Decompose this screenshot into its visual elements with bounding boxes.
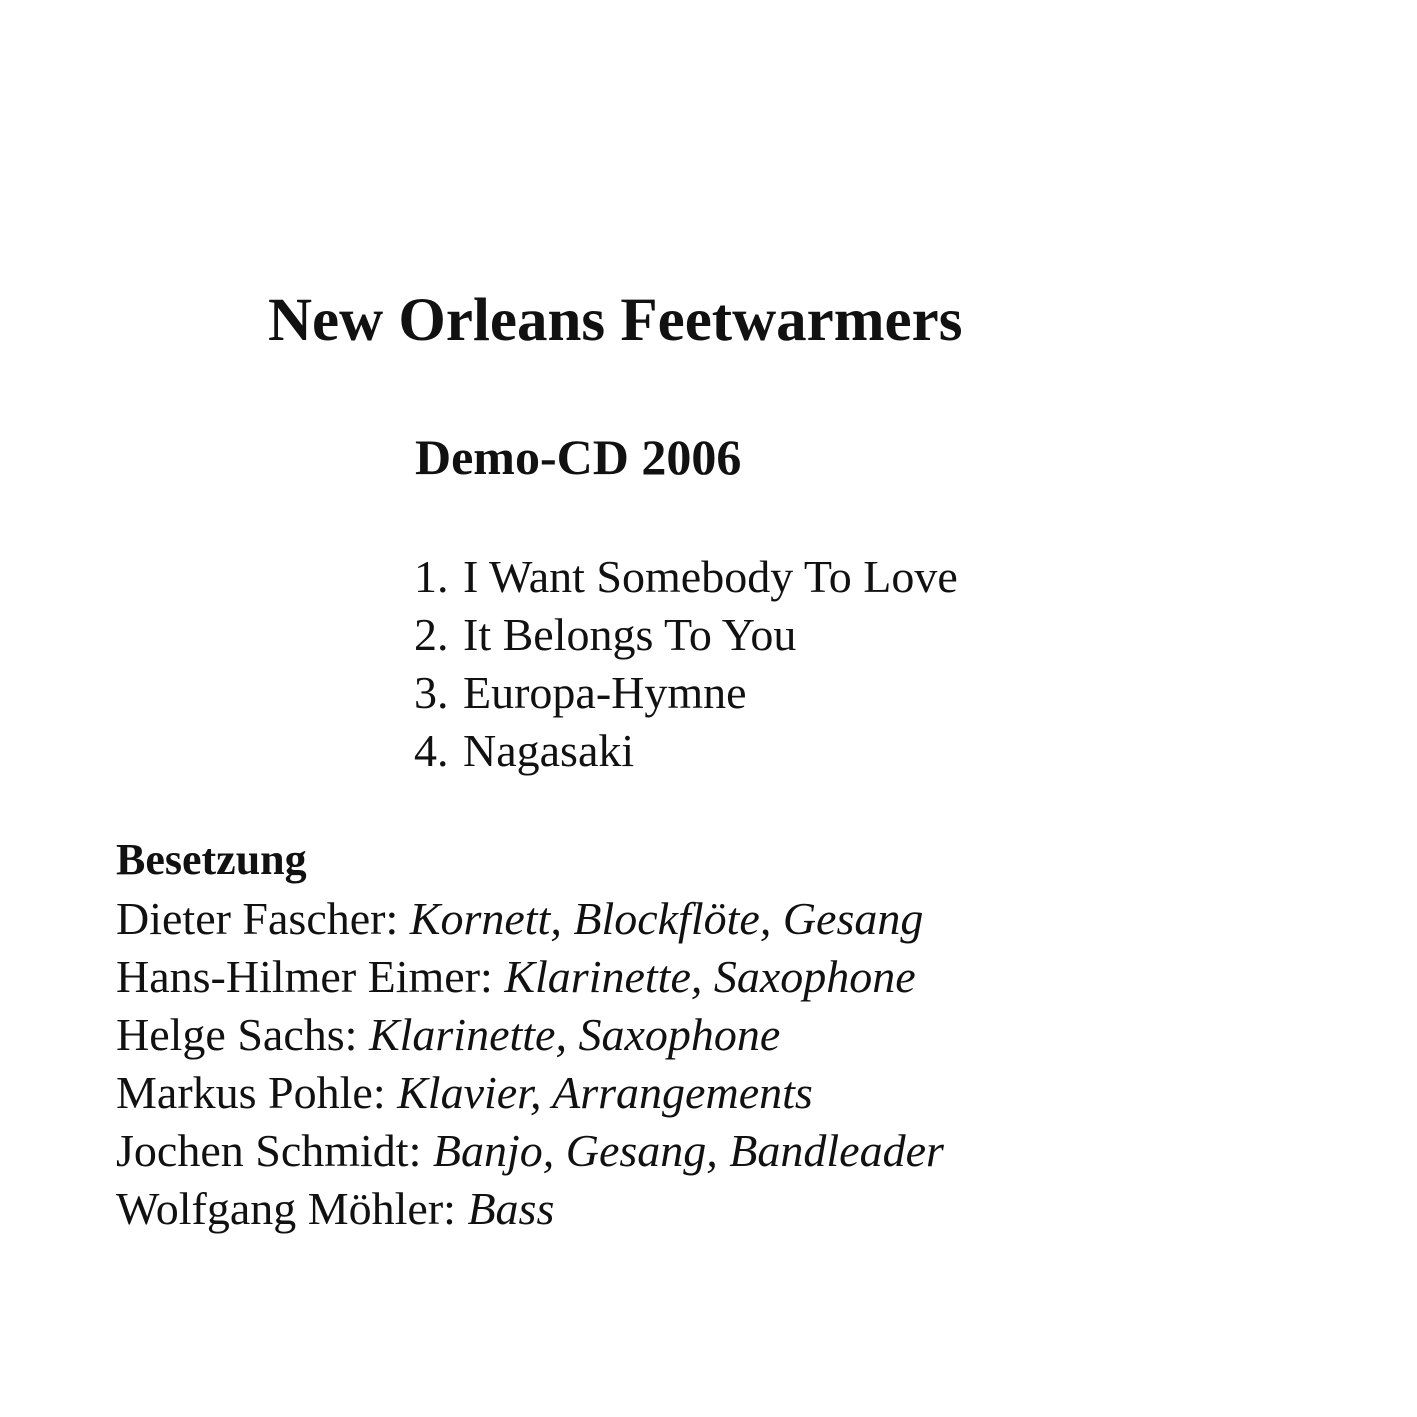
member-role: Banjo, Gesang, Bandleader <box>432 1125 944 1176</box>
track-title: Nagasaki <box>463 725 635 776</box>
member-role: Klarinette, Saxophone <box>504 951 916 1002</box>
lineup-member <box>116 1122 944 1180</box>
lineup-member <box>116 1006 944 1064</box>
lineup-member <box>116 948 944 1006</box>
member-name: Markus Pohle: <box>116 1067 386 1118</box>
member-name: Wolfgang Möhler: <box>116 1183 456 1234</box>
lineup-member <box>116 1064 944 1122</box>
lineup-heading: Besetzung <box>116 835 307 884</box>
member-name: Helge Sachs: <box>116 1009 358 1060</box>
track-title: Europa-Hymne <box>463 667 747 718</box>
track-item <box>414 722 958 780</box>
cd-title: Demo-CD 2006 <box>415 429 742 485</box>
track-title: It Belongs To You <box>463 609 797 660</box>
track-item <box>414 548 958 606</box>
member-name: Dieter Fascher: <box>116 893 399 944</box>
lineup-member <box>116 890 944 948</box>
track-number: 3. <box>414 667 449 718</box>
track-number: 2. <box>414 609 449 660</box>
member-role: Kornett, Blockflöte, Gesang <box>409 893 924 944</box>
member-role: Bass <box>467 1183 555 1234</box>
track-item <box>414 664 958 722</box>
lineup-list <box>116 890 944 1238</box>
band-title: New Orleans Feetwarmers <box>268 287 963 354</box>
member-name: Hans-Hilmer Eimer: <box>116 951 493 1002</box>
track-number: 4. <box>414 725 449 776</box>
track-list <box>414 548 958 780</box>
lineup-member <box>116 1180 944 1238</box>
track-title: I Want Somebody To Love <box>463 551 958 602</box>
member-role: Klarinette, Saxophone <box>368 1009 781 1060</box>
track-item <box>414 606 958 664</box>
member-role: Klavier, Arrangements <box>397 1067 813 1118</box>
track-number: 1. <box>414 551 449 602</box>
member-name: Jochen Schmidt: <box>116 1125 422 1176</box>
